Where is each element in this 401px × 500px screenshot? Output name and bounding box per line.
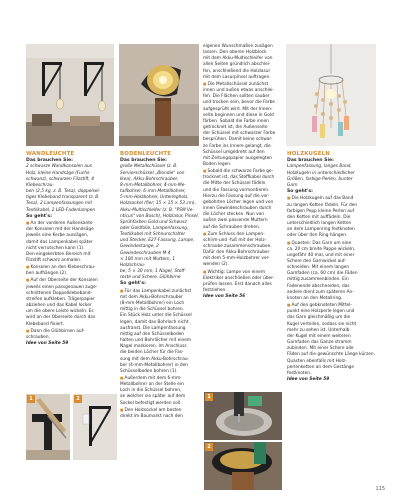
- section-title: HOLZKUGELN: [287, 151, 330, 157]
- step-line: prüfen lassen. Erst danach alles: [203, 281, 272, 287]
- step-line: Schüsselboden bohren (1).: [120, 368, 178, 374]
- step-line: schrauben.: [26, 334, 50, 340]
- step-line: die Löcher stecken. Nun von: [203, 212, 265, 218]
- needs-line: Lampenfassung, langes Band,: [287, 164, 352, 170]
- needs-line: Servierschüssel „Blondie" von: [120, 170, 185, 176]
- step-line: legen, damit das Bohrloch nicht: [120, 319, 189, 325]
- step-line: ■ Konsolen an den Klebeschrau-: [26, 264, 116, 271]
- step-line: und die Fassung vormontieren.: [203, 187, 270, 193]
- needs-line: nticus" von Bosch), Holzlasur, Pinsel,: [120, 213, 199, 219]
- step-line: direkt im Baumarkt nach den: [120, 413, 183, 419]
- needs-line: Holzsockel (fier; 15 × 15 × 53 cm),: [120, 201, 196, 207]
- step-line: ■ An der vorderen Außenkante: [26, 220, 116, 227]
- step-line: ■ Wichtig: Lampe von einem: [203, 269, 283, 276]
- step-line: unterschiedlich langen Ketten: [287, 221, 352, 227]
- photo-wood-bead-lamp: [286, 44, 376, 146]
- step-line: ca. 20 cm breite Pappe wickeln,: [287, 246, 356, 252]
- step-line: Schere den Garnwickel auf-: [287, 259, 346, 264]
- step-badge: 1: [27, 395, 35, 403]
- step-line: außen zwei passende Muttern: [203, 218, 268, 224]
- step-line: ■ Auf den gebknoteten Mittel-: [287, 302, 377, 309]
- step-line: ber (4-mm-Metallbohrer) in den: [120, 362, 189, 368]
- step-line: eigenen Wunschmaßen zusägen: [203, 44, 273, 49]
- step-line: fen. Die Flächen sollten sauber: [203, 94, 270, 100]
- needs-line: oder Goldfolie, Lampenfassung,: [120, 225, 189, 231]
- needs-line: be, 5 × 30 mm, 1 Nagel, Stoff-: [120, 269, 187, 275]
- step-line: Garnfaden (ca. 60 cm) die Fäden: [287, 271, 358, 277]
- needs-line: ben (2,5 kg, z. B. Tesa), doppelsei-: [26, 189, 101, 195]
- step-line: der Schüssel mit schwarzer Farbe: [203, 131, 276, 137]
- steps-heading: So geht's:: [120, 281, 146, 287]
- needs-list: [287, 164, 377, 189]
- step-line: nicht verrutschen kann (1).: [26, 245, 85, 251]
- page-reference: Idee von Seite 59: [287, 376, 330, 382]
- step-line: wird an der Oberseite durch das: [26, 315, 96, 321]
- step-line: mehr zu sehen ist. Unterhalb: [287, 327, 350, 333]
- step-line: das Garn gleichmäßig um die: [287, 315, 351, 321]
- step-line: die Mitte der Schüssel fädeln: [203, 181, 266, 187]
- step-line: sung mit dem Akku-Bohrschrau-: [120, 356, 190, 362]
- step-line: ungefähr 40 mal, und mit einer: [287, 252, 355, 258]
- step-line: getrocknet ist, die Außenseite: [203, 125, 268, 131]
- photo-step-drill-bowl: [204, 392, 282, 440]
- step-line: lassen. Den oberen Holzblock: [203, 50, 267, 56]
- step-line: Kugel verteilen, sodass sie nicht: [287, 321, 357, 327]
- step-line: innen Gewindeschrauben durch: [203, 206, 272, 212]
- step-line: Filzstift schwarz anmalen.: [26, 258, 82, 263]
- section-title: WANDLEUCHTE: [26, 151, 75, 157]
- step-line: färben. Sobald die Farbe innen: [203, 118, 269, 124]
- photo-step-screw-base: [204, 442, 282, 490]
- step-line: mittig in die Schüssel bohren.: [120, 307, 184, 313]
- step-line: mit Zeitungspapier ausgelegten: [203, 155, 272, 161]
- step-line: damit das Lampenkabel später: [26, 239, 93, 245]
- step-line: halten und Bohrlöcher mit einem: [120, 338, 192, 344]
- needs-line: Holzkugeln in unterschiedlicher: [287, 170, 355, 176]
- step-line: knoten an den Metallring.: [287, 295, 343, 301]
- step-line: andere dient zum späteren An-: [287, 289, 354, 295]
- page-reference: Idee von Seite 59: [26, 341, 69, 347]
- step-line: ausfranst. Die Lampenfassung: [120, 325, 186, 331]
- step-line: Dafür den Akku-Bohrschrauber: [203, 250, 270, 256]
- step-line: Quasten ebenfalls mit Holz-: [287, 358, 347, 364]
- step-line: seite beginnen und diese in Gold: [203, 112, 274, 118]
- needs-line: Größen, farbige Perlen, bunter: [287, 176, 353, 182]
- column-wandleuchte: [26, 150, 116, 376]
- step-line: innen und außen etwas anschlei-: [203, 88, 275, 94]
- step-line: Metallbohrer an der Stelle ein: [120, 382, 184, 388]
- steps-list: [120, 288, 200, 420]
- needs-line: Ikea), Akku-Bohrschrauber,: [120, 176, 179, 182]
- column-holzkugeln: [287, 150, 377, 460]
- step-line: gebohrten Löcher legen und von: [203, 199, 274, 205]
- step-line: die beiden Löcher für die Fas-: [120, 350, 184, 356]
- step-line: der Konsolen mit der Handsäge: [26, 227, 94, 233]
- needs-heading: Das brauchen Sie:: [120, 158, 167, 163]
- column-bodenleuchte: [120, 150, 200, 490]
- step-line: aufgesprüht wird. Mit der Innen-: [203, 106, 273, 112]
- photo-step-saw-notch: [26, 394, 70, 460]
- step-line: Klebeband fixiert.: [26, 321, 65, 327]
- step-line: fen, anschließend die Holzlasur: [203, 68, 271, 74]
- step-line: um die obere Leiste wickeln. Es: [26, 309, 94, 315]
- step-line: Schüssel umgedreht auf den: [203, 149, 265, 155]
- step-line: ■ Außerdem mit dem 6-mm-: [120, 375, 200, 382]
- step-line: ■ Sobald die schwarze Farbe ge-: [203, 168, 283, 175]
- step-line: festknoten.: [287, 370, 312, 376]
- section-title: BODENLEUCHTE: [120, 151, 172, 157]
- step-line: ■ Auf der Oberseite der Konsolen: [26, 277, 116, 284]
- photo-step-hang-bracket: [73, 394, 117, 460]
- step-line: jeweils einen passgenauen zuge-: [26, 284, 98, 290]
- needs-line: Garn: [287, 182, 298, 188]
- step-line: schraube zusammenschrauben.: [203, 244, 272, 249]
- step-line: Loch in die Schüssel bohren,: [120, 388, 182, 394]
- needs-line: 2 schwarze Wandkonsolen aus: [26, 164, 92, 170]
- step-line: ze Farbe ins Innere gelangt, die: [203, 143, 271, 149]
- needs-line: Tesa), 2 Lampenfassungen mit: [26, 201, 93, 207]
- needs-line: und Stecker, E27-Fassung, Lampe,: [120, 238, 195, 244]
- needs-heading: Das brauchen Sie:: [26, 158, 73, 163]
- step-line: mittig zusammenbinden. Ein: [287, 277, 349, 283]
- step-line: trocknet ist, das Stoffkabel durch: [203, 175, 275, 181]
- step-line: mit dem 5-mm-Holzbohrer ver-: [203, 256, 270, 262]
- step-line: Sockel befestigt werden soll.: [120, 400, 182, 406]
- step-line: und trocken sein, bevor die Farbe: [203, 100, 275, 106]
- step-line: ben aufhängen (2).: [26, 271, 68, 277]
- step-line: Boden legen.: [203, 161, 232, 167]
- needs-line: Sprühfarben Gold und Schwarz: [120, 219, 187, 225]
- step-line: streifen aufkleben. Trägerpapier: [26, 296, 95, 302]
- step-line: Den eingekerbten Bereich mit: [26, 251, 91, 257]
- step-line: ■ Dann die Glühbirnen auf-: [26, 328, 116, 335]
- needs-line: Holz, kleine Handsäge (Fuchs-: [26, 170, 91, 176]
- step-line: abziehen und das Kabel locker: [26, 303, 92, 309]
- step-badge: 1: [205, 393, 213, 401]
- needs-line: Gewindestange, 2 Gewindeschrauben M 4: [120, 244, 171, 256]
- step-line: Garnfaden das Ganze stramm: [287, 340, 352, 346]
- step-line: mittig auf den Schüsselboden: [120, 331, 185, 337]
- step-line: perlenketten an dem Gestänge: [287, 364, 355, 370]
- step-line: schneiden. Mit einem langen: [287, 265, 350, 271]
- step-line: schnittenen Doppelklebeband-: [26, 290, 92, 296]
- step-line: Nagel markieren. Im Anschluss: [120, 344, 187, 350]
- step-line: mit dem Akku-Bohrschrauber: [120, 294, 183, 300]
- needs-line: Textilkabel mit Schnurschalter: [120, 232, 186, 238]
- step-line: auf die Schrauben drehen.: [203, 224, 261, 230]
- needs-line: Akku-Multischleifer (z. B. "PSM Ve-: [120, 207, 194, 213]
- step-line: ■ Zum Schluss den Lampen-: [203, 231, 283, 238]
- step-line: ■ Quasten: Das Garn um eine: [287, 240, 377, 247]
- needs-list: [120, 164, 200, 281]
- photo-floor-lamp: [119, 44, 199, 146]
- needs-line: 8-mm-Metallbohrer, 4-mm-Me-: [120, 182, 186, 188]
- step-line: ■ Die Metallschüssel zunächst: [203, 81, 283, 88]
- step-line: den Ketten mit auffädeln. Die: [287, 214, 351, 220]
- step-badge: 2: [205, 443, 213, 451]
- column-bodenleuchte-continued: [203, 44, 283, 300]
- step-line: zu langen Ketten fädeln. Für den: [287, 202, 358, 208]
- step-line: Elektriker anschließen oder über-: [203, 275, 275, 281]
- step-badge: 2: [74, 395, 82, 403]
- needs-list: [26, 164, 116, 213]
- step-line: schirm-und -fuß mit der Holz-: [203, 237, 267, 243]
- needs-line: schwanz), schwarzen Filzstift, 4 Klebeschrau-: [26, 176, 94, 188]
- needs-heading: Das brauchen Sie:: [287, 158, 334, 163]
- step-line: zubinden. Mit einer Schere alle: [287, 346, 354, 352]
- steps-list: [203, 44, 283, 294]
- step-line: Fäden auf die gewünschte Länge kürzen.: [287, 352, 376, 358]
- photo-wall-lamps: [26, 44, 114, 146]
- step-line: (8-mm-Metallbohrer) ein Loch: [120, 301, 185, 307]
- step-line: ■ Für das Lampenkabel zunächst: [120, 288, 200, 295]
- needs-line: große Metallschüssel (z. B.: [120, 164, 178, 170]
- step-line: an dem Lampenring festknoten: [287, 227, 355, 233]
- steps-list: [287, 195, 377, 377]
- needs-line: Textilkabel, 2 LED-Fadenlampen: [26, 207, 96, 213]
- step-line: ■ Den Holzsockel am besten: [120, 407, 200, 414]
- page-reference: Idee von Seite 56: [203, 294, 246, 300]
- step-line: punkt eine Holzperle legen und: [287, 309, 355, 315]
- steps-list: [26, 220, 116, 341]
- step-line: an welcher sie später auf dem: [120, 394, 186, 400]
- step-line: Ein Stück Holz unter die Schüssel: [120, 313, 192, 319]
- step-line: Hierzu die Fassung auf die vor-: [203, 193, 270, 199]
- step-line: oder über den Ring hängen.: [287, 233, 348, 239]
- step-line: jeweils eine Kerbe aussägen,: [26, 233, 89, 239]
- step-line: besprühen. Damit keine schwar-: [203, 137, 273, 143]
- needs-line: × 100 mm mit Muttern, 1 Holzschrau-: [120, 256, 176, 268]
- step-line: der Kugel mit einem weiteren: [287, 333, 351, 339]
- step-line: ■ Die Holzkugeln auf das Band: [287, 195, 377, 202]
- needs-line: tiges Klebeband transparent (z. B.: [26, 195, 100, 201]
- steps-heading: So geht's:: [287, 189, 313, 195]
- steps-heading: So geht's:: [26, 213, 52, 219]
- step-line: wenden (2).: [203, 262, 229, 268]
- step-line: Fadenende abschneiden, das: [287, 283, 350, 289]
- step-line: farbigen Pepp kleine Perlen auf: [287, 208, 355, 214]
- step-line: mit dem Lasurpinsel auftragen.: [203, 74, 271, 80]
- needs-line: reste und Schere, Glühbirne: [120, 275, 181, 281]
- needs-line: tallbohrer, 6-mm-Metallbohrer,: [120, 189, 186, 195]
- needs-line: 5-mm-Holzbohrer, Unterlegholz,: [120, 195, 189, 201]
- step-line: mit dem Akku-Multischleifer von: [203, 56, 273, 62]
- page-number: 115: [375, 486, 385, 492]
- step-line: allen Seiten gründlich abschlei-: [203, 62, 271, 68]
- step-line: festziehen.: [203, 288, 227, 294]
